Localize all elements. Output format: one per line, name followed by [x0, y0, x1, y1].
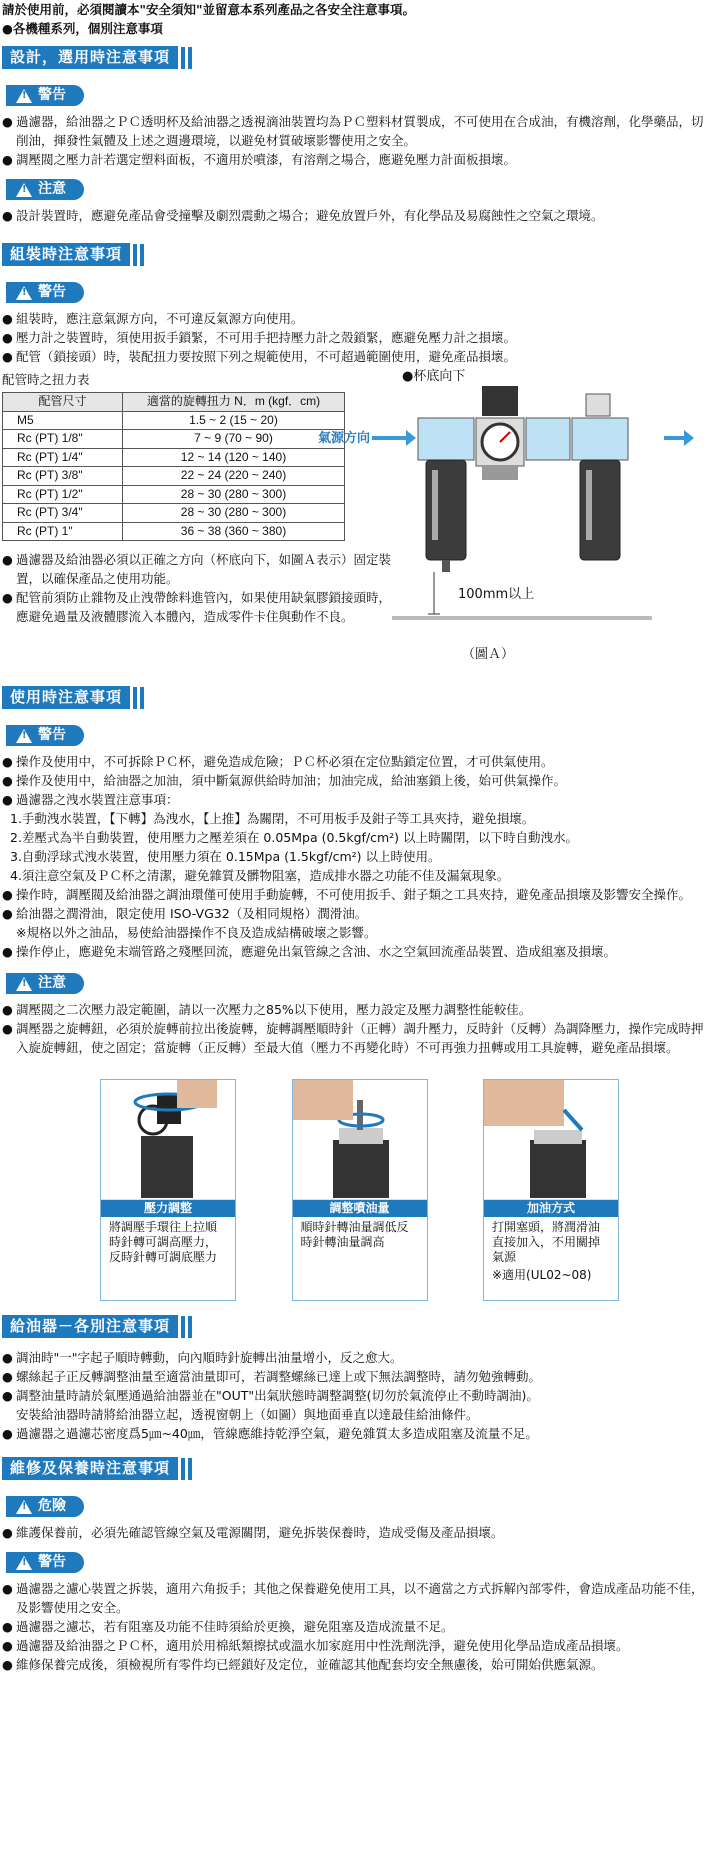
caution-label: 注意: [38, 975, 66, 991]
list-item: ● 過濾器之洩水裝置注意事項：: [2, 790, 711, 809]
table-cell: 28 ~ 30 (280 ~ 300): [123, 485, 345, 504]
drain-subitem: 1.手動洩水裝置，【下轉】為洩水，【上推】為關閉，不可用板手及鉗子等工具夾持，避免損壞。: [10, 811, 535, 826]
table-row: [3, 522, 345, 541]
list-item: ● 操作及使用中，不可拆除ＰＣ杯，避免造成危險；ＰＣ杯必須在定位點鎖定位置，才可供氣使用。: [2, 752, 711, 771]
warning-label: 警告: [38, 87, 66, 103]
regulator-base: [482, 466, 518, 480]
table-header: 配管尺寸: [3, 393, 123, 412]
filter-cup-window: [432, 470, 438, 540]
lubricator-photo: [293, 1080, 427, 1200]
list-item: ● 維修保養完成後，須檢視所有零件均已經鎖好及定位，並確認其他配套均安全無慮後，始可開始供應氣源。: [2, 1655, 711, 1674]
table-cell: 12 ~ 14 (120 ~ 140): [123, 448, 345, 467]
list-item: ● 過濾器之濾心裝置之拆裝，適用六角扳手；其他之保養避免使用工具，以不適當之方式拆解內部零件，會造成產品功能不佳，及影響使用之安全。: [2, 1579, 711, 1617]
warning-label: 警告: [38, 727, 66, 743]
photo-description: 將調壓手環往上拉順時針轉可調高壓力，反時針轉可調底壓力: [109, 1220, 218, 1264]
lubricator-head: [572, 418, 628, 460]
list-item: ● 過濾器及給油器之ＰＣ杯，適用於用棉紙類擦拭或溫水加家庭用中性洗劑洗淨，避免使用化學品造成產品損壞。: [2, 1636, 711, 1655]
table-row: [3, 467, 345, 486]
warning-label: 警告: [38, 284, 66, 300]
table-cell: 28 ~ 30 (280 ~ 300): [123, 504, 345, 523]
air-outlet-arrow-head: [684, 430, 694, 446]
section-header-design: [2, 46, 711, 69]
regulator-photo: [101, 1080, 235, 1200]
section-header-lubricator: [2, 1315, 711, 1338]
list-item: ● 操作時，調壓閥及給油器之調油環僅可使用手動旋轉，不可使用扳手、鉗子類之工具夾持，避免產品損壞及影響安全操作。: [2, 885, 711, 904]
table-header-row: [3, 393, 345, 412]
caution-badge: [6, 179, 84, 200]
section-title-usage: 使用時注意事項: [2, 686, 130, 709]
list-item: ● 過濾器之濾芯，若有阻塞及功能不佳時須給於更換，避免阻塞及造成流量不足。: [2, 1617, 711, 1636]
torque-table: [2, 392, 345, 541]
section-bar: [140, 244, 144, 266]
photo-card-pressure: [100, 1079, 236, 1301]
table-cell: 7 ~ 9 (70 ~ 90): [123, 430, 345, 449]
list-item-continuation: 安裝給油器時請將給油器立起，透視窗朝上（如圖）與地面垂直以達最佳給油條件。: [16, 1407, 479, 1422]
table-cell: Rc (PT) 1/2": [3, 485, 123, 504]
section-bar: [133, 687, 137, 709]
table-row: [3, 411, 345, 430]
section-header-assembly: [2, 243, 711, 266]
caution-label: 注意: [38, 181, 66, 197]
section-bar: [181, 47, 185, 69]
figure-a-frl-unit: [318, 366, 712, 666]
air-inlet-arrow: [372, 436, 406, 440]
table-cell: 36 ~ 38 (360 ~ 380): [123, 522, 345, 541]
photo-caption: 調整噴油量: [293, 1200, 427, 1217]
list-item: ● 調整油量時請於氣壓通過給油器並在"OUT"出氣狀態時調整調整(切勿於氣流停止不動時調油)。: [2, 1386, 711, 1405]
danger-icon: [16, 1500, 32, 1514]
table-cell: M5: [3, 411, 123, 430]
filter-drain: [442, 560, 450, 572]
list-item: ● 調壓閥之壓力計若選定塑料面板，不適用於噴漆，有溶劑之場合，應避免壓力計面板損壞。: [2, 150, 711, 169]
table-cell: Rc (PT) 1/8": [3, 430, 123, 449]
warning-badge: [6, 725, 84, 746]
warning-icon: [16, 729, 32, 743]
list-item: ● 給油器之潤滑油，限定使用 ISO-VG32（及相同規格）潤滑油。: [2, 904, 711, 923]
figure-caption: （圖Ａ）: [462, 647, 515, 662]
list-item: ● 維護保養前，必須先確認管線空氣及電源關閉，避免拆裝保養時，造成受傷及產品損壞。: [2, 1523, 711, 1542]
table-row: [3, 485, 345, 504]
photo-note: ※適用(UL02~08): [492, 1268, 592, 1282]
lubricator-side: [526, 418, 570, 460]
refill-photo: [484, 1080, 618, 1200]
section-bar: [188, 47, 192, 69]
cup-down-label: ●杯底向下: [402, 369, 466, 384]
torque-table-caption: 配管時之扭力表: [2, 372, 90, 387]
section-bar: [188, 1316, 192, 1338]
air-inlet-arrow-head: [406, 430, 416, 446]
air-outlet-arrow: [664, 436, 684, 440]
list-item: ● 配管前須防止雜物及止洩帶餘料進管內，如果使用缺氣膠鎖接頭時，應避免過量及液體膠流入本體內，造成零件卡住與動作不良。: [2, 588, 392, 626]
drain-subitem: 3.自動浮球式洩水裝置，使用壓力須在 0.15Mpa (1.5kgf/cm²) 以上時使用。: [10, 849, 441, 864]
table-row: [3, 448, 345, 467]
mounting-notes: [2, 550, 392, 626]
warning-icon: [16, 89, 32, 103]
table-row: [3, 430, 345, 449]
table-cell: 1.5 ~ 2 (15 ~ 20): [123, 411, 345, 430]
section-header-usage: [2, 686, 711, 709]
list-item: ● 調壓器之旋轉鈕，必須於旋轉前拉出後旋轉，旋轉調壓順時針（正轉）調升壓力，反時針（反轉）為調降壓力，操作完成時押入旋旋轉鈕，使之固定；當旋轉（正反轉）至最大值（壓力不再變化時）不可再強力扭轉或用工具旋轉，避免產品損壞。: [2, 1019, 711, 1057]
section-bar: [188, 1458, 192, 1480]
list-item: ● 調壓閥之二次壓力設定範圍，請以一次壓力之85%以下使用，壓力設定及壓力調整性能較佳。: [2, 1000, 711, 1019]
warning-icon: [16, 286, 32, 300]
warning-badge: [6, 282, 84, 303]
photo-description: 順時針轉油量調低反時針轉油量調高: [300, 1220, 409, 1249]
list-item: ● 設計裝置時，應避免產品會受撞擊及劇烈震動之場合；避免放置戶外，有化學品及易腐蝕性之空氣之環境。: [2, 206, 711, 225]
table-cell: Rc (PT) 1": [3, 522, 123, 541]
regulator-knob: [482, 386, 518, 416]
caution-icon: [16, 183, 32, 197]
table-row: [3, 504, 345, 523]
list-item: ● 過濾器之過濾芯密度爲5㎛~40㎛，管線應維持乾淨空氣，避免雜質太多造成阻塞及流量不足。: [2, 1424, 711, 1443]
table-header: 適當的旋轉扭力 N．m (kgf．cm): [123, 393, 345, 412]
section-header-maintenance: [2, 1457, 711, 1480]
table-cell: Rc (PT) 3/8": [3, 467, 123, 486]
section-bar: [140, 687, 144, 709]
floor: [392, 616, 652, 620]
warning-icon: [16, 1556, 32, 1570]
section-title-assembly: 組裝時注意事項: [2, 243, 130, 266]
list-item: ● 過濾器及給油器必須以正確之方向（杯底向下，如圖Ａ表示）固定裝置，以確保產品之使用功能。: [2, 550, 392, 588]
list-item: ● 配管（鎖接頭）時，裝配扭力要按照下列之規範使用，不可超過範圍使用，避免產品損壞。: [2, 347, 711, 366]
intro-line-2: ●各機種系列，個別注意事項: [2, 21, 163, 36]
photo-caption: 壓力調整: [101, 1200, 235, 1217]
list-item: ● 壓力計之裝置時，須使用扳手鎖緊，不可用手把持壓力計之殼鎖緊，應避免壓力計之損壞。: [2, 328, 711, 347]
photo-row: [2, 1079, 711, 1301]
section-bar: [181, 1458, 185, 1480]
section-title-maintenance: 維修及保養時注意事項: [2, 1457, 178, 1480]
table-cell: 22 ~ 24 (220 ~ 240): [123, 467, 345, 486]
warning-label: 警告: [38, 1554, 66, 1570]
list-item: ● 組裝時，應注意氣源方向，不可違反氣源方向使用。: [2, 309, 711, 328]
photo-card-refill: [483, 1079, 619, 1301]
table-cell: Rc (PT) 1/4": [3, 448, 123, 467]
torque-area: [2, 366, 711, 676]
filter-head: [418, 418, 474, 460]
list-item: ● 操作停止，應避免末端管路之殘壓回流，應避免出氣管線之含油、水之空氣回流產品裝置、造成組塞及損壞。: [2, 942, 711, 961]
caution-icon: [16, 977, 32, 991]
intro-line-1: 請於使用前，必須閱讀本"安全須知"並留意本系列產品之各安全注意事項。: [2, 2, 416, 17]
warning-badge: [6, 85, 84, 106]
danger-label: 危險: [38, 1498, 66, 1514]
caution-badge: [6, 973, 84, 994]
list-item: ● 過濾器，給油器之ＰＣ透明杯及給油器之透視滴油裝置均為ＰＣ塑料材質製成，不可使用在合成油，有機溶劑，化學藥品，切削油，揮發性氣體及上述之週邊環境，以避免材質破壞影響使用之安全。: [2, 112, 711, 150]
photo-description: 打開塞頭，將潤滑油直接加入，不用關掉氣源: [492, 1220, 601, 1264]
distance-label: 100mm以上: [458, 587, 535, 602]
table-cell: Rc (PT) 3/4": [3, 504, 123, 523]
section-bar: [133, 244, 137, 266]
section-title-design: 設計，選用時注意事項: [2, 46, 178, 69]
air-direction-label: 氣源方向: [318, 431, 371, 446]
danger-badge: [6, 1496, 84, 1517]
lubricator-top: [586, 394, 610, 416]
oil-note: ※規格以外之油品，易使給油器操作不良及造成結構破壞之影響。: [16, 925, 377, 940]
list-item: ● 螺絲起子正反轉調整油量至適當油量即可，若調整螺絲已達上或下無法調整時，請勿勉強轉動。: [2, 1367, 711, 1386]
warning-badge: [6, 1552, 84, 1573]
section-bar: [181, 1316, 185, 1338]
list-item: ● 操作及使用中，給油器之加油，須中斷氣源供給時加油；加油完成，給油塞鎖上後，始可供氣操作。: [2, 771, 711, 790]
photo-caption: 加油方式: [484, 1200, 618, 1217]
section-title-lubricator: 給油器－各別注意事項: [2, 1315, 178, 1338]
lubricator-cup-window: [586, 470, 592, 540]
drain-subitem: 4.須注意空氣及ＰＣ杯之清潔，避免雜質及髒物阻塞，造成排水器之功能不佳及漏氣現象。: [10, 868, 510, 883]
list-item: ● 調油時"一"字起子順時轉動，向內順時針旋轉出油量增小，反之愈大。: [2, 1348, 711, 1367]
photo-card-oil-amount: [292, 1079, 428, 1301]
drain-subitem: 2.差壓式為半自動裝置，使用壓力之壓差須在 0.05Mpa (0.5kgf/cm²) 以上時關閉，以下時自動洩水。: [10, 830, 579, 845]
